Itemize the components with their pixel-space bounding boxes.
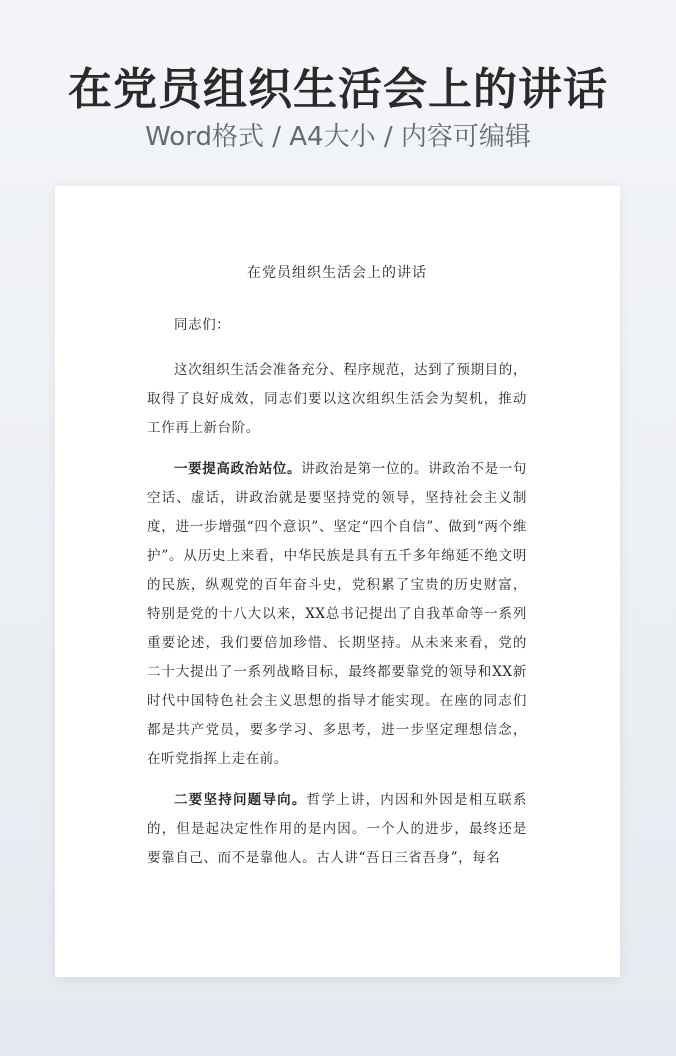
paragraph-lead: 一要提高政治站位。	[174, 461, 302, 477]
paragraph-political-stance	[147, 455, 527, 774]
paragraph-text: 哲学上讲，内因和外因是相互联系的，但是起决定性作用的是内因。一个人的进步，最终还是要靠自己、而不是靠他人。古人讲“吾日三省吾身”，每名	[147, 792, 528, 866]
paragraph-text: 这次组织生活会准备充分、程序规范，达到了预期目的，取得了良好成效，同志们要以这次组织生活会为契机，推动工作再上新台阶。	[147, 362, 527, 436]
salutation: 同志们：	[174, 317, 231, 333]
paragraph-intro	[147, 356, 527, 443]
paragraph-problem-oriented	[147, 786, 527, 873]
document-page	[55, 186, 620, 977]
paragraph-text: 讲政治是第一位的。讲政治不是一句空话、虚话，讲政治就是要坚持党的领导，坚持社会主义制度，进一步增强“四个意识”、坚定“四个自信”、做到“两个维护”。从历史上来看，中华民族是具有五千多年绵延不绝文明的民族，纵观党的百年奋斗史，党积累了宝贵的历史财富，特别是党的十八大以来，XX总书记提出了自我革命等一系列重要论述，我们要倍加珍惜、长期坚持。从未来来看，党的二十大提出了一系列战略目标，最终都要靠党的领导和XX新时代中国特色社会主义思想的指导才能实现。在座的同志们都是共产党员，要多学习、多思考，进一步坚定理想信念，在听党指挥上走在前。	[147, 461, 527, 767]
document-title: 在党员组织生活会上的讲话	[247, 265, 427, 281]
banner-title: 在党员组织生活会上的讲话	[68, 64, 608, 115]
banner-subtitle: Word格式 / A4大小 / 内容可编辑	[145, 122, 531, 152]
paragraph-lead: 二要坚持问题导向。	[174, 792, 307, 808]
